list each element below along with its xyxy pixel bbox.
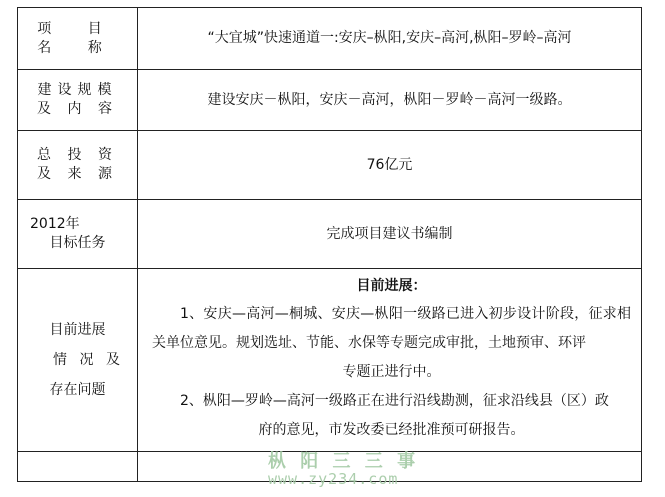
label-line: 建设规模 <box>37 82 118 99</box>
label-line: 项 目 <box>37 20 118 37</box>
label-line: 及 来 源 <box>37 166 118 182</box>
label-line: 情 况 及 <box>53 352 124 368</box>
label-line: 2012年 <box>30 216 80 233</box>
label-line: 存在问题 <box>49 382 106 398</box>
value-cell-project-name: “大宜城”快速通道一:安庆–枞阳,安庆–高河,枞阳–罗岭–高河 <box>138 8 642 70</box>
value-cell-scale: 建设安庆－枞阳，安庆－高河，枞阳－罗岭－高河一级路。 <box>138 70 642 131</box>
value-cell-investment: 76亿元 <box>138 131 642 200</box>
table-row-progress <box>18 269 642 452</box>
table-row-investment <box>18 131 642 200</box>
progress-paragraph-1-tail: 专题正进行中。 <box>342 363 441 380</box>
label-line: 总 投 资 <box>37 147 118 164</box>
value-cell-progress <box>138 269 642 452</box>
progress-title: 目前进展： <box>356 278 427 294</box>
progress-paragraph-1: 1、安庆—高河—桐城、安庆—枞阳一级路已进入初步设计阶段，征求相关单位意见。规划选址、节能、水保等专题完成审批，土地预审、环评 <box>152 305 631 351</box>
table-row-target <box>18 200 642 269</box>
label-line: 名 称 <box>37 39 118 56</box>
progress-paragraph-2: 2、枞阳—罗岭—高河一级路正在进行沿线勘测，征求沿线县（区）政 <box>180 392 609 409</box>
progress-paragraph-2-tail: 府的意见，市发改委已经批准预可研报告。 <box>258 421 525 438</box>
label-cell-target <box>18 200 138 269</box>
label-line: 目标任务 <box>49 235 106 251</box>
label-line: 目前进展 <box>49 322 106 338</box>
table-row-project-name <box>18 8 642 70</box>
watermark-logo-text: 枞 阳 三 三 事 <box>268 451 420 472</box>
value-cell-target: 完成项目建议书编制 <box>138 200 642 269</box>
table-row-scale <box>18 70 642 131</box>
label-cell-scale <box>18 70 138 131</box>
label-cell-investment <box>18 131 138 200</box>
label-line: 及 内 容 <box>37 101 118 117</box>
label-cell-project-name <box>18 8 138 70</box>
watermark-url: www.zy234.com <box>268 470 399 488</box>
project-info-table <box>17 7 642 482</box>
blank-cell <box>18 452 138 482</box>
label-cell-progress <box>18 269 138 452</box>
